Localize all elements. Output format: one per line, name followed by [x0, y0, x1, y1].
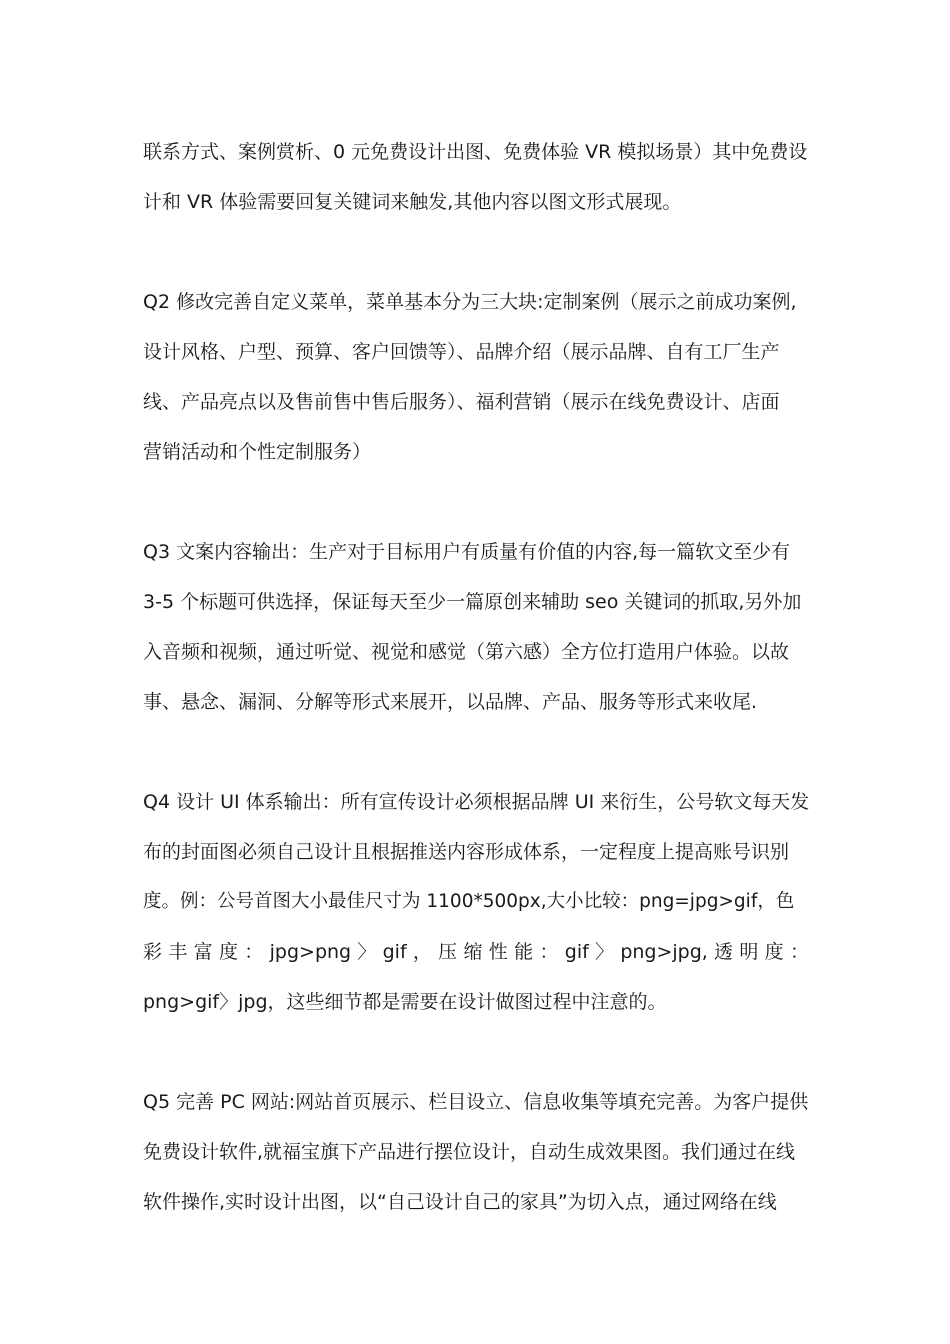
paragraph-intro: [143, 127, 809, 227]
paragraph-gap: [143, 1027, 809, 1077]
text-line: Q3 文案内容输出：生产对于目标用户有质量有价值的内容,每一篇软文至少有: [143, 541, 791, 563]
text-line: 3-5 个标题可供选择，保证每天至少一篇原创来辅助 seo 关键词的抓取,另外加: [143, 591, 802, 613]
text-line: 计和 VR 体验需要回复关键词来触发,其他内容以图文形式展现。: [143, 191, 682, 213]
text-line: 布的封面图必须自己设计且根据推送内容形成体系，一定程度上提高账号识别: [143, 841, 790, 863]
paragraph-q3: [143, 527, 809, 727]
text-line: 软件操作,实时设计出图，以“自己设计自己的家具”为切入点，通过网络在线: [143, 1191, 777, 1213]
text-line: 度。例：公号首图大小最佳尺寸为 1100*500px,大小比较：png=jpg>gif，色: [143, 891, 795, 912]
text-line: 入音频和视频，通过听觉、视觉和感觉（第六感）全方位打造用户体验。以故: [143, 641, 790, 663]
text-line: 设计风格、户型、预算、客户回馈等）、品牌介绍（展示品牌、自有工厂生产: [143, 341, 780, 363]
paragraph-gap: [143, 727, 809, 777]
paragraph-q4: [143, 777, 809, 1027]
text-line: png>gif〉jpg，这些细节都是需要在设计做图过程中注意的。: [143, 991, 667, 1013]
text-line: Q2 修改完善自定义菜单，菜单基本分为三大块:定制案例（展示之前成功案例,: [143, 291, 797, 313]
text-line: 免费设计软件,就福宝旗下产品进行摆位设计，自动生成效果图。我们通过在线: [143, 1141, 796, 1163]
text-line: Q5 完善 PC 网站:网站首页展示、栏目设立、信息收集等填充完善。为客户提供: [143, 1091, 809, 1113]
document-body: [143, 127, 809, 1227]
text-line: 联系方式、案例赏析、0 元免费设计出图、免费体验 VR 模拟场景）其中免费设: [143, 141, 808, 163]
paragraph-q2: [143, 277, 809, 477]
paragraph-gap: [143, 227, 809, 277]
text-line: 事、悬念、漏洞、分解等形式来展开，以品牌、产品、服务等形式来收尾.: [143, 691, 758, 713]
text-line: 彩 丰 富 度 ： jpg>png 〉 gif ， 压 缩 性 能 ： gif 〉 png>jpg, 透 明 度 ：: [143, 941, 809, 963]
text-line: Q4 设计 UI 体系输出：所有宣传设计必须根据品牌 UI 来衍生，公号软文每天发: [143, 791, 810, 813]
paragraph-q5: [143, 1077, 809, 1227]
text-line: 营销活动和个性定制服务）: [143, 441, 372, 463]
text-line: 线、产品亮点以及售前售中售后服务）、福利营销（展示在线免费设计、店面: [143, 391, 780, 413]
paragraph-gap: [143, 477, 809, 527]
